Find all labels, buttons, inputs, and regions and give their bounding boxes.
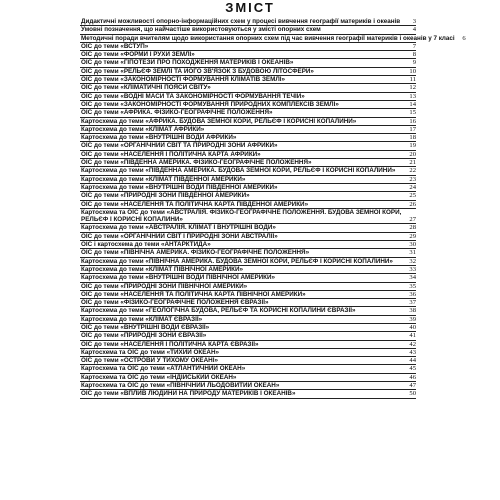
toc-entry-text: ОІС до теми «ВСТУП»: [81, 42, 149, 50]
toc-entry: [80, 283, 416, 291]
toc-entry-text: Картосхема до теми «КЛІМАТ ЄВРАЗІЇ»: [81, 315, 203, 323]
toc-entry-text: Картосхема до теми «ПІВНІЧНА АМЕРИКА. БУДОВА ЗЕМНОЇ КОРИ, РЕЛЬЄФ І КОРИСНІ КОПАЛИНИ»: [81, 257, 393, 265]
toc-entry-text: Картосхема та ОІС до теми «АТЛАНТИЧНИЙ ОКЕАН»: [81, 365, 246, 373]
toc-entry: [80, 274, 416, 282]
toc-entry: [80, 258, 416, 266]
toc-entry-page-number: 7: [412, 42, 416, 50]
toc-entry-text: Картосхема до теми «КЛІМАТ ПІВНІЧНОЇ АМЕРИКИ»: [81, 265, 243, 273]
toc-entry: [80, 291, 416, 299]
toc-entry-page-number: 3: [412, 18, 416, 25]
toc-entry: [80, 341, 416, 349]
toc-entry-text: ОІС до теми «ОРГАНІЧНИЙ СВІТ ТА ПРИРОДНІ ЗОНИ АФРИКИ»: [81, 142, 278, 150]
toc-entry-page-number: 26: [409, 200, 416, 208]
toc-entry-text: Картосхема до теми «ГЕОЛОГІЧНА БУДОВА, РЕЛЬЄФ ТА КОРИСНІ КОПАЛИНИ ЄВРАЗІЇ»: [81, 307, 356, 315]
toc-entry-page-number: 14: [409, 100, 416, 108]
toc-entry: [80, 68, 416, 76]
toc-entry: [80, 266, 416, 274]
toc-entry-text: ОІС до теми «ОРГАНІЧНИЙ СВІТ І ПРИРОДНІ ЗОНИ АВСТРАЛІЇ»: [81, 232, 278, 240]
toc-entry-page-number: 30: [409, 241, 416, 249]
toc-entry-text: Картосхема до теми «КЛІМАТ АФРИКИ»: [81, 125, 205, 133]
toc-entry-text: ОІС і картосхема до теми «АНТАРКТИДА»: [81, 241, 211, 249]
toc-entry-text: ОІС до теми «ВОДНІ МАСИ ТА ЗАКОНОМІРНОСТІ ФОРМУВАННЯ ТЕЧІЙ»: [81, 92, 305, 100]
toc-entry: [80, 307, 416, 315]
toc-entry-text: ОІС до теми «ПРИРОДНІ ЗОНИ ЄВРАЗІЇ»: [81, 332, 207, 340]
toc-entry: [80, 84, 416, 92]
toc-entry-page-number: 17: [409, 125, 416, 133]
toc-entry-page-number: 43: [409, 348, 416, 356]
toc-entry-page-number: 47: [409, 382, 416, 390]
toc-entry-page-number: 9: [412, 59, 416, 67]
toc-entry: [80, 167, 416, 175]
toc-entry: [80, 382, 416, 390]
toc-entry-text: Картосхема та ОІС до теми «ТИХИЙ ОКЕАН»: [81, 348, 220, 356]
toc-entry-text: Картосхема та ОІС до теми «АВСТРАЛІЯ. ФІЗИКО-ГЕОГРАФІЧНЕ ПОЛОЖЕННЯ. БУДОВА ЗЕМНОЇ КОРИ, РЕЛЬЄФ І КОРИСНІ КОПАЛИНИ»: [81, 208, 402, 224]
toc-entry-text: Картосхема до теми «КЛІМАТ ПІВДЕННОЇ АМЕРИКИ»: [81, 175, 246, 183]
toc-entry-text: Картосхема до теми «ВНУТРІШНІ ВОДИ ПІВДЕННОЇ АМЕРИКИ»: [81, 183, 278, 191]
toc-entry-page-number: 25: [409, 192, 416, 200]
toc-entry-text: ОІС до теми «ЗАКОНОМІРНОСТІ ФОРМУВАННЯ КЛІМАТІВ ЗЕМЛІ»: [81, 76, 286, 84]
toc-entry-page-number: 40: [409, 323, 416, 331]
toc-entry-text: ОІС до теми «РЕЛЬЄФ ЗЕМЛІ ТА ЙОГО ЗВ'ЯЗОК З БУДОВОЮ ЛІТОСФЕРИ»: [81, 67, 314, 75]
toc-entry: [80, 101, 416, 109]
toc-entry-page-number: 4: [412, 26, 416, 34]
toc-entry-page-number: 44: [409, 357, 416, 365]
toc-entry-text: Картосхема та ОІС до теми «ПІВНІЧНИЙ ЛЬОДОВИТИЙ ОКЕАН»: [81, 382, 280, 390]
toc-entry-text: Картосхема до теми «АВСТРАЛІЯ. КЛІМАТ І ВНУТРІШНІ ВОДИ»: [81, 224, 276, 232]
toc-entry-text: ОІС до теми «КЛІМАТИЧНІ ПОЯСИ СВІТУ»: [81, 84, 211, 92]
toc-entry-page-number: 20: [409, 150, 416, 158]
toc-entry: [80, 241, 416, 249]
toc-entry: [80, 26, 416, 34]
toc-entry-page-number: 38: [409, 307, 416, 315]
toc-entry: [80, 76, 416, 84]
toc-entry-page-number: 15: [409, 109, 416, 117]
toc-entry-text: Картосхема та ОІС до теми «ІНДІЙСЬКИЙ ОКЕАН»: [81, 373, 237, 381]
toc-entry-text: ОІС до теми «ОСТРОВИ У ТИХОМУ ОКЕАНІ»: [81, 357, 218, 365]
toc-entry: [80, 209, 416, 225]
toc-entry: [80, 374, 416, 382]
toc-entry: [80, 43, 416, 51]
toc-entry: [80, 109, 416, 117]
toc-entry-page-number: 22: [409, 167, 416, 175]
toc-entry-text: Методичні поради вчителям щодо використання опорних схем під час вивчення географії материків і океанів у 7 класі: [81, 34, 455, 42]
toc-entry-page-number: 23: [409, 175, 416, 183]
toc-entry: [80, 224, 416, 232]
toc-entry-text: Картосхема до теми «ВНУТРІШНІ ВОДИ ПІВНІЧНОЇ АМЕРИКИ»: [81, 274, 276, 282]
toc-entry-page-number: 24: [409, 183, 416, 191]
toc-entry-text: Картосхема до теми «ПІВДЕННА АМЕРИКА. БУДОВА ЗЕМНОЇ КОРИ, РЕЛЬЄФ І КОРИСНІ КОПАЛИНИ»: [81, 167, 396, 175]
toc-entry-page-number: 41: [409, 332, 416, 340]
toc-entry: [80, 93, 416, 101]
toc-entry: [80, 332, 416, 340]
toc-entry-page-number: 19: [409, 142, 416, 150]
toc-entry-text: ОІС до теми «ПРИРОДНІ ЗОНИ ПІВДЕННОЇ АМЕРИКИ»: [81, 192, 250, 200]
toc-entry-text: ОІС до теми «ГІПОТЕЗИ ПРО ПОХОДЖЕННЯ МАТЕРИКІВ І ОКЕАНІВ»: [81, 59, 294, 67]
toc-entry-page-number: 10: [409, 67, 416, 75]
toc-entry-text: Дидактичні можливості опорно-інформаційних схем у процесі вивчення географії материків і океанів: [81, 18, 401, 25]
toc-entry-page-number: 13: [409, 92, 416, 100]
toc-entry-page-number: 28: [409, 224, 416, 232]
toc-entry-page-number: 31: [409, 249, 416, 257]
toc-entry-text: Картосхема до теми «ВНУТРІШНІ ВОДИ АФРИКИ»: [81, 134, 237, 142]
toc-entry-page-number: 27: [409, 216, 416, 224]
toc-entry-text: ОІС до теми «НАСЕЛЕННЯ І ПОЛІТИЧНА КАРТА ЄВРАЗІЇ»: [81, 340, 259, 348]
toc-entry-text: ОІС до теми «ПІВДЕННА АМЕРИКА. ФІЗИКО-ГЕОГРАФІЧНЕ ПОЛОЖЕННЯ»: [81, 159, 312, 167]
toc-entry-page-number: 34: [409, 274, 416, 282]
toc-entry-page-number: 46: [409, 373, 416, 381]
toc-entry-text: ОІС до теми «ВПЛИВ ЛЮДИНИ НА ПРИРОДУ МАТЕРИКІВ І ОКЕАНІВ»: [81, 390, 296, 398]
toc-entry: [80, 51, 416, 59]
toc-entry: [80, 390, 416, 398]
toc-entry-page-number: 39: [409, 315, 416, 323]
toc-entry-page-number: 21: [409, 159, 416, 167]
toc-entry-text: ОІС до теми «АФРИКА. ФІЗИКО-ГЕОГРАФІЧНЕ ПОЛОЖЕННЯ»: [81, 109, 273, 117]
toc-entry-page-number: 32: [409, 257, 416, 265]
toc-entry-page-number: 45: [409, 365, 416, 373]
toc-entry: [80, 365, 416, 373]
toc-entry-page-number: 35: [409, 282, 416, 290]
table-of-contents: [80, 18, 466, 399]
toc-entry-page-number: 18: [409, 134, 416, 142]
toc-entry-text: ОІС до теми «ПІВНІЧНА АМЕРИКА. ФІЗИКО-ГЕОГРАФІЧНЕ ПОЛОЖЕННЯ»: [81, 249, 310, 257]
toc-entry: [80, 249, 416, 257]
toc-entry-text: ОІС до теми «НАСЕЛЕННЯ І ПОЛІТИЧНА КАРТА АФРИКИ»: [81, 150, 261, 158]
toc-entry: [80, 59, 416, 67]
toc-entry-page-number: 16: [409, 117, 416, 125]
toc-entry-text: ОІС до теми «ПРИРОДНІ ЗОНИ ПІВНІЧНОЇ АМЕРИКИ»: [81, 282, 248, 290]
toc-entry-page-number: 11: [409, 76, 416, 84]
toc-entry-text: Умовні позначення, що найчастіше використовуються у змісті опорних схем: [81, 26, 321, 34]
toc-entry: [80, 176, 416, 184]
page-title: ЗМІСТ: [225, 0, 275, 15]
toc-entry: [80, 192, 416, 200]
toc-entry-page-number: 12: [409, 84, 416, 92]
toc-entry-text: ОІС до теми «ВНУТРІШНІ ВОДИ ЄВРАЗІЇ»: [81, 323, 210, 331]
toc-entry-page-number: 33: [409, 265, 416, 273]
toc-entry: [80, 151, 416, 159]
toc-entry: [80, 316, 416, 324]
toc-entry-page-number: 37: [409, 299, 416, 307]
toc-entry: [80, 233, 416, 241]
toc-entry-text: ОІС до теми «НАСЕЛЕННЯ ТА ПОЛІТИЧНА КАРТА ПІВДЕННОЇ АМЕРИКИ»: [81, 200, 309, 208]
toc-entry-page-number: 50: [409, 390, 416, 398]
toc-entry: [80, 142, 416, 150]
toc-entry-text: Картосхема до теми «АФРИКА. БУДОВА ЗЕМНОЇ КОРИ, РЕЛЬЄФ І КОРИСНІ КОПАЛИНИ»: [81, 117, 357, 125]
toc-entry-page-number: 29: [409, 232, 416, 240]
toc-entry-text: ОІС до теми «ФОРМИ І РУХИ ЗЕМЛІ»: [81, 51, 195, 59]
toc-entry-page-number: 6: [462, 34, 466, 42]
toc-entry: [80, 118, 416, 126]
toc-entry-text: ОІС до теми «НАСЕЛЕННЯ ТА ПОЛІТИЧНА КАРТА ПІВНІЧНОЇ АМЕРИКИ»: [81, 290, 306, 298]
toc-entry: [80, 349, 416, 357]
toc-entry: [80, 126, 416, 134]
toc-entry-page-number: 8: [412, 51, 416, 59]
toc-entry: [80, 201, 416, 209]
toc-entry-page-number: 42: [409, 340, 416, 348]
toc-entry: [80, 34, 466, 43]
toc-entry-page-number: 36: [409, 290, 416, 298]
toc-entry-text: ОІС до теми «ЗАКОНОМІРНОСТІ ФОРМУВАННЯ ПРИРОДНИХ КОМПЛЕКСІВ ЗЕМЛІ»: [81, 100, 339, 108]
toc-entry: [80, 184, 416, 192]
toc-entry-text: ОІС до теми «ФІЗИКО-ГЕОГРАФІЧНЕ ПОЛОЖЕННЯ ЄВРАЗІЇ»: [81, 299, 269, 307]
